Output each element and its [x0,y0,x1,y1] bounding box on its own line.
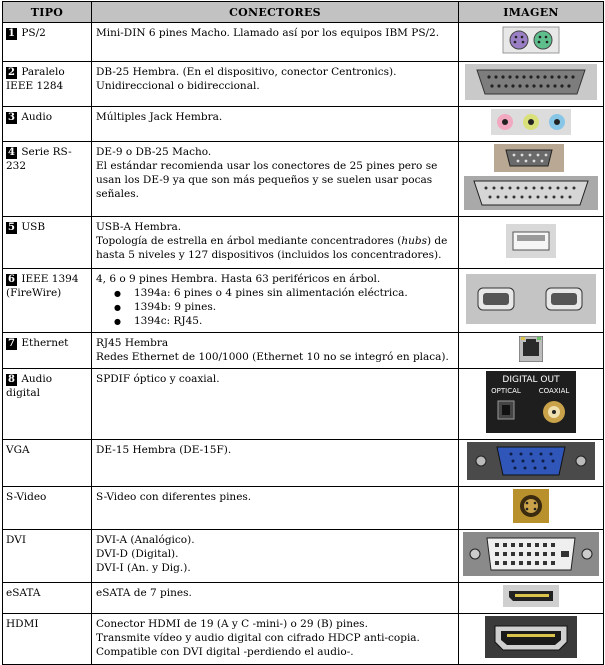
table-row [3,583,604,614]
db25-parallel-port-icon [465,64,597,100]
bullet-list [96,286,454,328]
hubs-term: hubs [401,235,427,247]
image-cell [459,107,604,142]
type-label: VGA [6,444,30,456]
type-label: Serie RS-232 [6,146,72,172]
connector-cell [92,333,459,369]
row-number: 7 [8,338,15,349]
connector-line: SPDIF óptico y coaxial. [96,373,220,385]
table-row [3,23,604,62]
image-cell [459,142,604,217]
list-item: ● 1394b: 9 pines. [114,300,454,314]
connector-cell [92,142,459,217]
dvi-port-icon [463,532,599,576]
connector-line: RJ45 Hembra [96,337,169,349]
connectors-table [2,1,604,665]
type-label: IEEE 1394 (FireWire) [6,273,79,299]
connector-line: DB-25 Hembra. (En el dispositivo, conector Centronics). [96,66,397,78]
table-row [3,142,604,217]
type-cell [3,614,92,665]
connector-line: El estándar recomienda usar los conectores de 25 pines pero se usan los DE-9 ya que son más pequeños y se suelen usar pocas señales. [96,160,438,200]
table-row [3,530,604,583]
table-row [3,217,604,269]
ps2-ports-icon [501,25,561,55]
connector-line: DE-9 o DB-25 Macho. [96,146,212,158]
image-cell [459,23,604,62]
row-number: 2 [8,67,15,78]
image-cell [459,583,604,614]
serial-ports-icon [464,144,598,210]
table-row [3,62,604,107]
type-cell [3,142,92,217]
esata-port-icon [503,585,559,607]
type-label: Paralelo IEEE 1284 [6,66,65,92]
type-cell [3,269,92,333]
type-cell [3,23,92,62]
spdif-ports-icon [486,371,576,433]
connector-cell [92,23,459,62]
connector-line: Compatible con DVI digital -perdiendo el audio-. [96,646,354,658]
audio-jacks-icon [491,109,571,135]
table-row [3,487,604,530]
type-label: Ethernet [21,337,69,349]
header-tipo: TIPO [3,2,92,23]
table-row [3,107,604,142]
image-cell [459,369,604,440]
header-imagen: IMAGEN [459,2,604,23]
image-cell [459,440,604,487]
image-cell [459,487,604,530]
type-cell [3,583,92,614]
connector-line: Conector HDMI de 19 (A y C -mini-) o 29 (B) pines. [96,618,368,630]
list-item: ● 1394c: RJ45. [114,314,454,328]
type-cell [3,217,92,269]
connector-line: Unidireccional o bidireccional. [96,80,260,92]
type-cell [3,62,92,107]
spdif-optical-label: OPTICAL [491,387,521,395]
row-number: 1 [8,28,15,39]
connector-cell [92,487,459,530]
row-number: 6 [8,274,15,285]
image-cell [459,614,604,665]
connector-cell [92,269,459,333]
row-number: 3 [8,112,15,123]
vga-port-icon [467,442,595,480]
connector-line: eSATA de 7 pines. [96,587,192,599]
connector-cell [92,107,459,142]
hdmi-port-icon [485,616,577,658]
connector-line: Múltiples Jack Hembra. [96,111,223,123]
connector-cell [92,440,459,487]
connector-cell [92,583,459,614]
image-cell [459,530,604,583]
type-label: Audio [21,111,53,123]
row-number: 4 [8,147,15,158]
spdif-title: DIGITAL OUT [502,375,560,385]
usb-port-icon [506,224,556,258]
table-row [3,269,604,333]
connector-line: Redes Ethernet de 100/1000 (Ethernet 10 no se integró en placa). [96,351,449,363]
row-number: 5 [8,222,15,233]
firewire-ports-icon [466,274,596,324]
image-cell [459,269,604,333]
type-cell [3,107,92,142]
row-number: 8 [8,374,15,385]
table-row [3,440,604,487]
connector-line: USB-A Hembra. [96,221,182,233]
image-cell [459,217,604,269]
table-row [3,369,604,440]
type-cell [3,440,92,487]
type-label: S-Video [6,491,47,503]
connector-cell [92,369,459,440]
connector-line: 4, 6 o 9 pines Hembra. Hasta 63 periféricos en árbol. [96,273,381,285]
connector-cell [92,530,459,583]
type-label: PS/2 [21,27,46,39]
connector-cell [92,614,459,665]
rj45-port-icon [519,336,543,362]
type-label: eSATA [6,587,41,599]
image-cell [459,62,604,107]
connector-line: DVI-A (Analógico). [96,534,195,546]
type-cell [3,333,92,369]
connector-line: DVI-D (Digital). [96,548,179,560]
header-conectores: CONECTORES [92,2,459,23]
connector-cell [92,217,459,269]
connector-line: DVI-I (An. y Dig.). [96,562,191,574]
type-label: HDMI [6,618,39,630]
type-label: USB [21,221,46,233]
list-item: ● 1394a: 6 pines o 4 pines sin alimentación eléctrica. [114,286,454,300]
connector-line: DE-15 Hembra (DE-15F). [96,444,232,456]
connector-line: Topología de estrella en árbol mediante concentradores (hubs) de hasta 5 niveles y 127 dispositivos (incluidos los concentradores). [96,235,448,261]
spdif-coaxial-label: COAXIAL [538,387,570,395]
connector-cell [92,62,459,107]
connector-line: Transmite vídeo y audio digital con cifrado HDCP anti-copia. [96,632,420,644]
table-header-row [3,2,604,23]
image-cell [459,333,604,369]
type-cell [3,530,92,583]
table-row [3,333,604,369]
svideo-port-icon [513,489,549,523]
table-row [3,614,604,665]
type-cell [3,369,92,440]
type-label: DVI [6,534,26,546]
connector-line: Mini-DIN 6 pines Macho. Llamado así por los equipos IBM PS/2. [96,27,440,39]
type-cell [3,487,92,530]
type-label: Audio digital [6,373,53,399]
connector-line: S-Video con diferentes pines. [96,491,252,503]
